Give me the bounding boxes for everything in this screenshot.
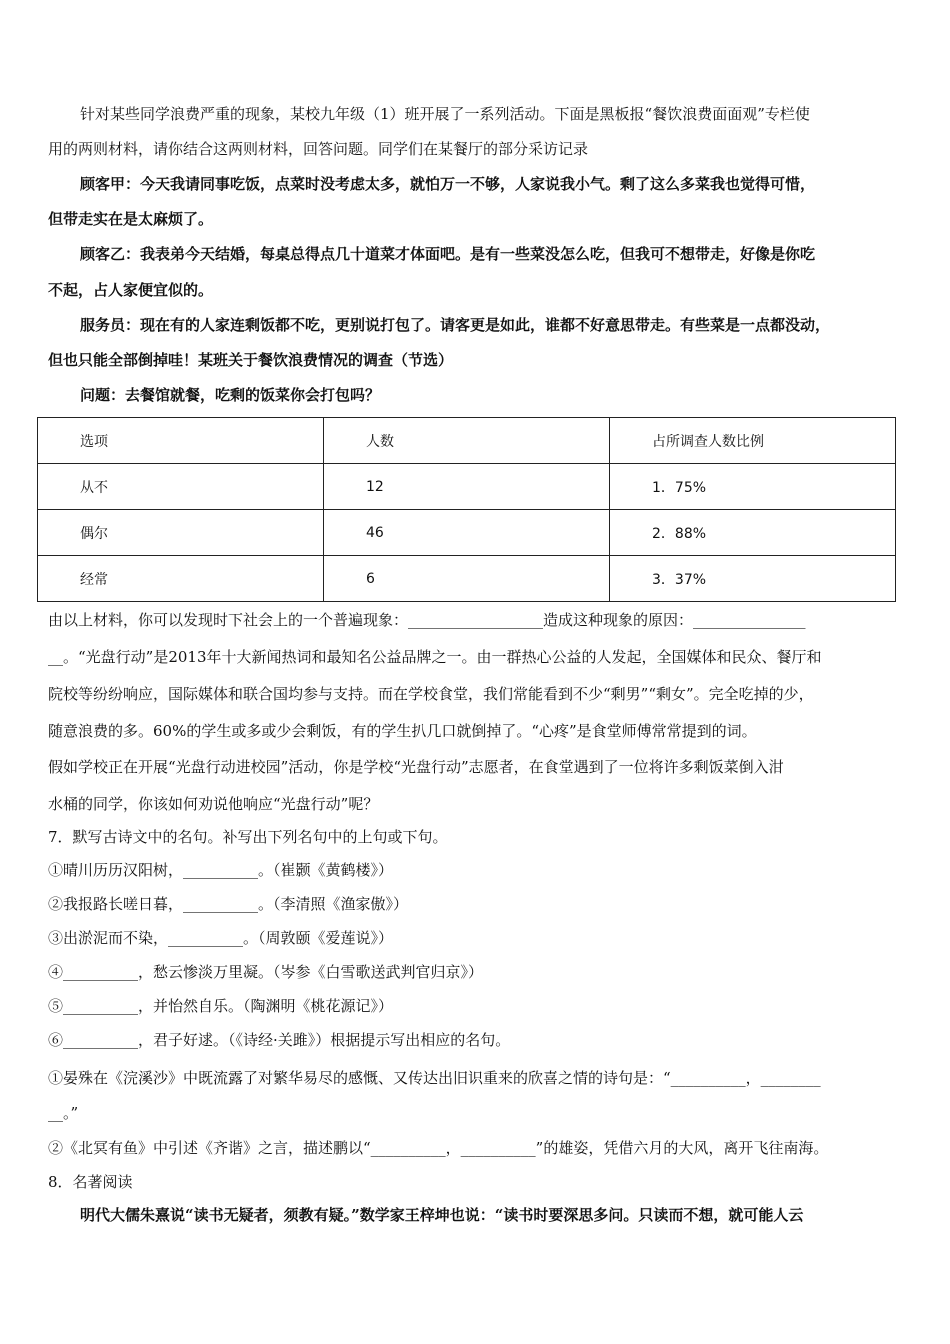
q7-item-2: ②我报路长嗟日暮，__________。（李清照《渔家傲》） — [48, 895, 409, 913]
intro-line-2: 用的两则材料，请你结合这两则材料，回答问题。同学们在某餐厅的部分采访记录 — [48, 140, 589, 158]
q8-line-1: 明代大儒朱熹说“读书无疑者，须教有疑。”数学家王梓坤也说：“读书时要深思多问。只读而不想，就可能人云 — [80, 1206, 804, 1224]
body-line-5: 假如学校正在开展“光盘行动进校园”活动，你是学校“光盘行动”志愿者，在食堂遇到了一位将许多剩饭菜倒入泔 — [48, 758, 784, 776]
table-cell: 6 — [324, 556, 610, 602]
body-line-1: 由以上材料，你可以发现时下社会上的一个普遍现象：__________________造成这种现象的原因：_______________ — [48, 611, 806, 629]
interview-b-line-1: 顾客乙：我表弟今天结婚，每桌总得点几十道菜才体面吧。是有一些菜没怎么吃，但我可不想带走，好像是你吃 — [80, 245, 816, 263]
body-line-4: 随意浪费的多。60%的学生或多或少会剩饭，有的学生扒几口就倒掉了。“心疼”是食堂师傅常常提到的词。 — [48, 722, 757, 740]
survey-table — [37, 417, 896, 602]
table-cell: 1．75% — [610, 464, 896, 510]
table-cell: 2．88% — [610, 510, 896, 556]
table-header-row — [38, 418, 896, 464]
table-cell: 3．37% — [610, 556, 896, 602]
q7-sub-2: ②《北冥有鱼》中引述《齐谐》之言，描述鹏以“__________，__________”的雄姿，凭借六月的大风，离开飞往南海。 — [48, 1139, 829, 1157]
q7-item-3: ③出淤泥而不染，__________。（周敦颐《爱莲说》） — [48, 929, 394, 947]
q7-item-1: ①晴川历历汉阳树，__________。（崔颢《黄鹤楼》） — [48, 861, 394, 879]
interview-c-line-2: 但也只能全部倒掉哇！某班关于餐饮浪费情况的调查（节选） — [48, 351, 454, 369]
q7-item-4: ④__________，愁云惨淡万里凝。（岑参《白雪歌送武判官归京》） — [48, 963, 484, 981]
body-line-6: 水桶的同学，你该如何劝说他响应“光盘行动”呢？ — [48, 795, 379, 813]
q7-sub-1a: ①晏殊在《浣溪沙》中既流露了对繁华易尽的感慨、又传达出旧识重来的欣喜之情的诗句是：“__________，________ — [48, 1069, 821, 1087]
interview-a-line-2: 但带走实在是太麻烦了。 — [48, 210, 214, 228]
body-line-2: __。“光盘行动”是2013年十大新闻热词和最知名公益品牌之一。由一群热心公益的人发起，全国媒体和民众、餐厅和 — [48, 648, 822, 666]
table-row — [38, 556, 896, 602]
table-cell: 从不 — [38, 464, 324, 510]
q7-sub-1b: __。” — [48, 1104, 79, 1122]
table-cell: 偶尔 — [38, 510, 324, 556]
body-line-3: 院校等纷纷响应，国际媒体和联合国均参与支持。而在学校食堂，我们常能看到不少“剩男”“剩女”。完全吃掉的少， — [48, 685, 814, 703]
table-header-cell: 人数 — [324, 418, 610, 464]
intro-line-1: 针对某些同学浪费严重的现象，某校九年级（1）班开展了一系列活动。下面是黑板报“餐饮浪费面面观”专栏使 — [80, 105, 810, 123]
interview-c-line-1: 服务员：现在有的人家连剩饭都不吃，更别说打包了。请客更是如此，谁都不好意思带走。有些菜是一点都没动， — [80, 316, 831, 334]
q7-item-6: ⑥__________，君子好逑。（《诗经·关雎》）根据提示写出相应的名句。 — [48, 1031, 511, 1049]
table-header-cell: 占所调查人数比例 — [610, 418, 896, 464]
interview-b-line-2: 不起，占人家便宜似的。 — [48, 281, 214, 299]
table-row — [38, 510, 896, 556]
table-header-cell: 选项 — [38, 418, 324, 464]
q8-title: 8．名著阅读 — [48, 1173, 133, 1191]
table-cell: 46 — [324, 510, 610, 556]
interview-a-line-1: 顾客甲：今天我请同事吃饭，点菜时没考虑太多，就怕万一不够，人家说我小气。剩了这么多菜我也觉得可惜， — [80, 175, 816, 193]
table-cell: 12 — [324, 464, 610, 510]
table-cell: 经常 — [38, 556, 324, 602]
q7-item-5: ⑤__________，并怡然自乐。（陶渊明《桃花源记》） — [48, 997, 394, 1015]
survey-question: 问题：去餐馆就餐，吃剩的饭菜你会打包吗？ — [80, 386, 381, 404]
q7-title: 7．默写古诗文中的名句。补写出下列名句中的上句或下句。 — [48, 828, 448, 846]
table-row — [38, 464, 896, 510]
